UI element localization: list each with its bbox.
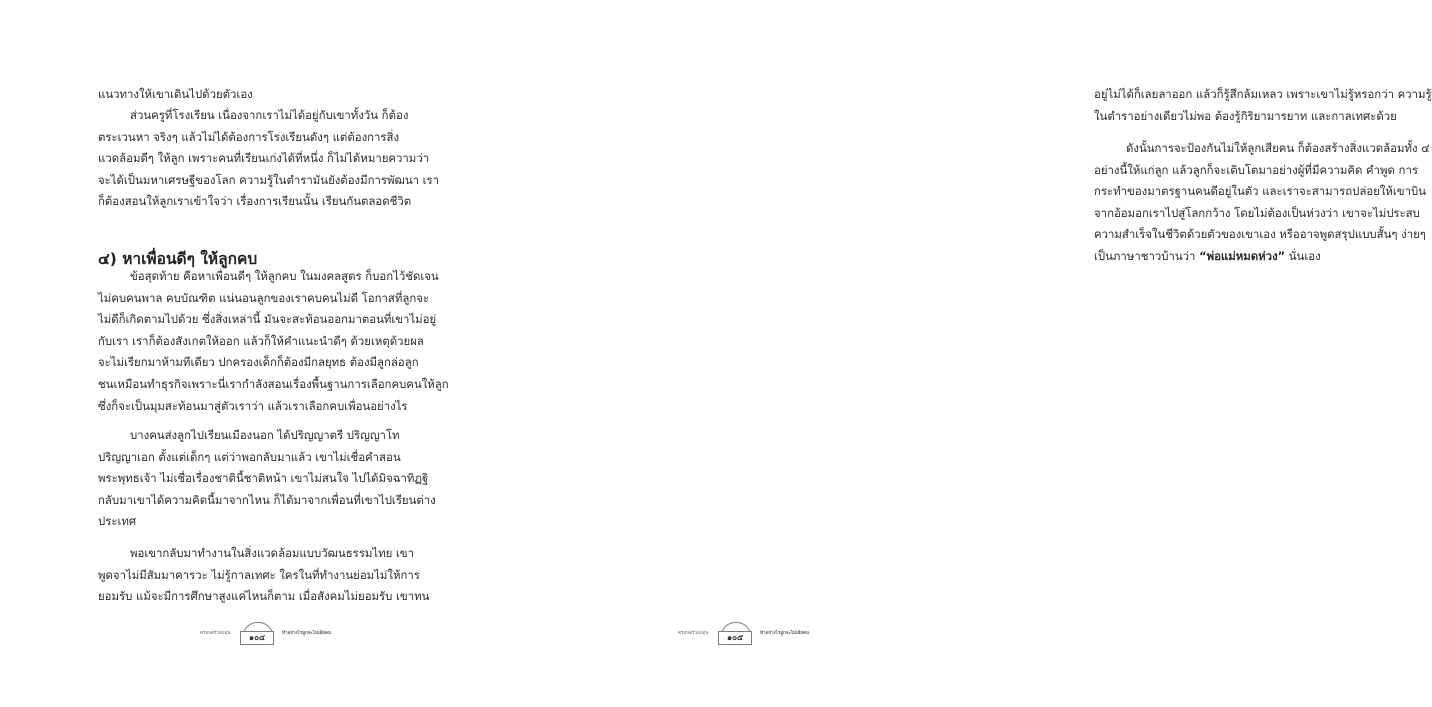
left-para-3 <box>98 266 449 417</box>
right-footer <box>678 622 818 646</box>
text-line: ส่วนครูที่โรงเรียน เนื่องจากเราไม่ได้อยู่กับเขาทั้งวัน ก็ต้อง <box>130 108 409 122</box>
text-line: แวดล้อมดีๆ ให้ลูก เพราะคนที่เรียนเก่งได้ที่หนึ่ง ก็ไม่ได้หมายความว่า <box>98 151 430 166</box>
page-number-emblem <box>718 622 752 644</box>
text-line: ก็ต้องสอนให้ลูกเราเข้าใจว่า เรื่องการเรียนนั้น เรียนกันตลอดชีวิต <box>98 194 412 209</box>
footer-book-title: ครอบครัวอบอุ่น <box>200 631 231 636</box>
text-line: ไม่ดีก็เกิดตามไปด้วย ซึ่งสิ่งเหล่านี้ มันจะสะท้อนออกมาตอนที่เขาไม่อยู่ <box>98 312 437 327</box>
right-page <box>500 0 1432 707</box>
text-line: ปริญญาเอก ตั้งแต่เด็กๆ แต่ว่าพอกลับมาแล้ว เขาไม่เชื่อคำสอน <box>98 449 401 464</box>
page-number: ๑๐๕ <box>726 633 743 642</box>
text-line: อย่างนี้ให้แก่ลูก แล้วลูกก็จะเติบโตมาอย่างผู้ที่มีความคิด คำพูด การ <box>1094 162 1418 177</box>
text-line: พอเขากลับมาทำงานในสิ่งแวดล้อมแบบวัฒนธรรมไทย เขา <box>130 546 414 560</box>
footer-chapter-title: ทำอย่างไรลูกจะไม่เสียคน <box>282 631 332 636</box>
text-line: แนวทางให้เขาเดินไปด้วยตัวเอง <box>98 87 253 101</box>
left-para-1 <box>98 84 412 106</box>
text-line: ไม่คบคนพาล คบบัณฑิต แน่นอนลูกของเราคบคนไม่ดี โอกาสที่ลูกจะ <box>98 290 430 305</box>
text-line: ในตำราอย่างเดียวไม่พอ ต้องรู้กิริยามารยาท และกาลเทศะด้วย <box>1094 108 1397 123</box>
text-line: ชนเหมือนทำธุรกิจเพราะนี่เรากำลังสอนเรื่องพื้นฐานการเลือกคบคนให้ลูก <box>98 376 449 391</box>
text-line: ตระเวนหา จริงๆ แล้วไม่ได้ต้องการโรงเรียนดังๆ แต่ต้องการสิ่ง <box>98 129 400 144</box>
text-line: ความสำเร็จในชีวิตด้วยตัวของเขาเอง หรืออาจพูดสรุปแบบสั้นๆ ง่ายๆ <box>1094 227 1426 242</box>
text-line: บางคนส่งลูกไปเรียนเมืองนอก ได้ปริญญาตรี ปริญญาโท <box>130 428 400 442</box>
final-line-bold-phrase: “พ่อแม่หมดห่วง” <box>1199 248 1286 263</box>
text-line: จากอ้อมอกเราไปสู่โลกกว้าง โดยไม่ต้องเป็นห่วงว่า เขาจะไม่ประสบ <box>1094 205 1420 220</box>
right-para-2 <box>1094 138 1430 268</box>
page-number: ๑๐๔ <box>248 633 265 642</box>
text-line: พระพุทธเจ้า ไม่เชื่อเรื่องชาตินี้ชาติหน้า เขาไม่สนใจ ไปได้มิจฉาทิฏฐิ <box>98 471 429 486</box>
text-line: ยอมรับ แม้จะมีการศึกษาสูงแค่ไหนก็ตาม เมื่อสังคมไม่ยอมรับ เขาทน <box>98 589 430 604</box>
text-line: กระทำของมาตรฐานคนดีอยู่ในตัว และเราจะสามารถปล่อยให้เขาบิน <box>1094 184 1426 199</box>
footer-book-title: ครอบครัวอบอุ่น <box>678 631 709 636</box>
footer-chapter-title: ทำอย่างไรลูกจะไม่เสียคน <box>760 631 810 636</box>
left-footer <box>200 622 340 646</box>
left-para-4 <box>98 425 436 533</box>
text-line: ซึ่งก็จะเป็นมุมสะท้อนมาสู่ตัวเราว่า แล้วเราเลือกคบเพื่อนอย่างไร <box>98 398 408 413</box>
left-page <box>0 0 500 707</box>
section-heading: ๔) หาเพื่อนดีๆ ให้ลูกคบ <box>98 250 258 268</box>
left-para-5 <box>98 543 430 608</box>
final-line-prefix: เป็นภาษาชาวบ้านว่า <box>1094 248 1200 263</box>
text-line: กับเรา เราก็ต้องสังเกตให้ออก แล้วก็ให้คำแนะนำดีๆ ด้วยเหตุด้วยผล <box>98 333 424 348</box>
right-para-1 <box>1094 84 1432 127</box>
page-number-emblem <box>240 622 274 644</box>
text-line: จะไม่เรียกมาห้ามทีเดียว ปกครองเด็กก็ต้องมีกลยุทธ ต้องมีลูกล่อลูก <box>98 355 419 370</box>
text-line: ดังนั้นการจะป้องกันไม่ให้ลูกเสียคน ก็ต้องสร้างสิ่งแวดล้อมทั้ง ๔ <box>1126 141 1430 155</box>
text-line: ประเทศ <box>98 514 137 529</box>
text-line: อยู่ไม่ได้ก็เลยลาออก แล้วก็รู้สึกล้มเหลว เพราะเขาไม่รู้หรอกว่า ความรู้ <box>1094 87 1432 101</box>
text-line: กลับมาเขาได้ความคิดนี้มาจากไหน ก็ได้มาจากเพื่อนที่เขาไปเรียนต่าง <box>98 492 436 507</box>
text-line: พูดจาไม่มีสัมมาคารวะ ไม่รู้กาลเทศะ ใครในที่ทำงานย่อมไม่ให้การ <box>98 567 420 582</box>
text-line: จะได้เป็นมหาเศรษฐีของโลก ความรู้ในตำรามันยังต้องมีการพัฒนา เรา <box>98 172 440 187</box>
text-line-final <box>1094 246 1418 268</box>
left-para-2 <box>98 105 440 213</box>
text-line: ข้อสุดท้าย คือหาเพื่อนดีๆ ให้ลูกคบ ในมงคลสูตร ก็บอกไว้ชัดเจน <box>130 269 439 283</box>
final-line-suffix: นั่นเอง <box>1285 248 1321 263</box>
